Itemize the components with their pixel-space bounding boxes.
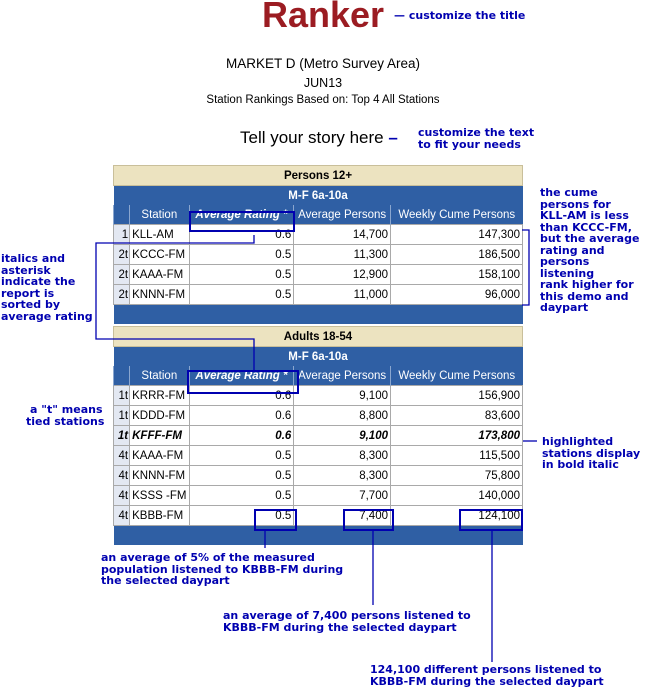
italics-connector (96, 235, 254, 370)
cume-cell: 156,900 (391, 386, 523, 406)
rating-cell: 0.6 (189, 225, 294, 245)
weekly-cume-header[interactable]: Weekly Cume Persons (391, 205, 523, 225)
average-persons-header[interactable]: Average Persons (294, 205, 391, 225)
rating-cell: 0.5 (189, 285, 294, 305)
station-cell: KBBB-FM (130, 506, 189, 526)
persons-cell: 8,300 (294, 466, 391, 486)
rating-cell: 0.5 (189, 265, 294, 285)
story-text: Tell your story here – (240, 128, 398, 147)
cume-annotation: the cume persons for KLL-AM is less than KCCC-FM, but the average rating and persons listening rank higher for this demo and daypart (540, 186, 640, 314)
rank-cell: 2t (114, 265, 130, 285)
cume-cell: 147,300 (391, 225, 523, 245)
station-cell: KCCC-FM (130, 245, 189, 265)
cume-bracket (522, 230, 529, 305)
rank-cell: 2t (114, 245, 130, 265)
station-cell: KSSS -FM (130, 486, 189, 506)
rank-cell: 4t (114, 486, 130, 506)
average-rating-header[interactable]: Average Rating * (189, 205, 294, 225)
average-rating-header[interactable]: Average Rating * (189, 366, 294, 386)
rank-cell: 2t (114, 285, 130, 305)
cume-cell: 75,800 (391, 466, 523, 486)
rating-cell: 0.5 (189, 486, 294, 506)
rating-cell: 0.5 (189, 466, 294, 486)
station-cell: KLL-AM (130, 225, 189, 245)
demo-title: Adults 18-54 (114, 327, 523, 347)
persons-cell: 11,000 (294, 285, 391, 305)
rating-cell: 0.6 (189, 406, 294, 426)
rank-cell: 1 (114, 225, 130, 245)
cume-cell: 173,800 (391, 426, 523, 446)
story-note: customize the text to fit your needs (418, 126, 535, 151)
rank-cell: 1t (114, 406, 130, 426)
station-cell: KFFF-FM (130, 426, 189, 446)
station-cell: KNNN-FM (130, 466, 189, 486)
rank-cell: 4t (114, 506, 130, 526)
persons-cell: 7,400 (294, 506, 391, 526)
cume-cell: 96,000 (391, 285, 523, 305)
persons-cell: 14,700 (294, 225, 391, 245)
demo-title: Persons 12+ (114, 166, 523, 186)
persons-cell: 7,700 (294, 486, 391, 506)
rank-cell: 4t (114, 466, 130, 486)
italics-annotation: italics and asterisk indicate the report is sorted by average rating (1, 252, 93, 323)
rating-cell: 0.6 (189, 386, 294, 406)
cume-cell: 83,600 (391, 406, 523, 426)
persons-cell: 8,300 (294, 446, 391, 466)
rating-annotation: an average of 5% of the measured population listened to KBBB-FM during the selected daypart (101, 551, 344, 587)
station-cell: KAAA-FM (130, 446, 189, 466)
rank-cell: 1t (114, 426, 130, 446)
rank-cell: 1t (114, 386, 130, 406)
station-cell: KAAA-FM (130, 265, 189, 285)
station-header[interactable]: Station (130, 205, 189, 225)
page-title: Ranker (261, 0, 385, 35)
weekly-cume-header[interactable]: Weekly Cume Persons (391, 366, 523, 386)
highlighted-annotation: highlighted stations display in bold italic (542, 435, 641, 471)
cume-cell: 115,500 (391, 446, 523, 466)
rank-cell: 4t (114, 446, 130, 466)
cume-cell: 158,100 (391, 265, 523, 285)
station-cell: KNNN-FM (130, 285, 189, 305)
cume-cell: 186,500 (391, 245, 523, 265)
persons-cell: 9,100 (294, 426, 391, 446)
daypart-title: M-F 6a-10a (114, 347, 523, 367)
daypart-title: M-F 6a-10a (114, 186, 523, 206)
station-cell: KDDD-FM (130, 406, 189, 426)
persons-cell: 11,300 (294, 245, 391, 265)
cume-count-annotation: 124,100 different persons listened to KBBB-FM during the selected daypart (370, 663, 604, 688)
cume-cell: 124,100 (391, 506, 523, 526)
persons-annotation: an average of 7,400 persons listened to KBBB-FM during the selected daypart (223, 609, 471, 634)
station-header[interactable]: Station (130, 366, 189, 386)
survey-period: JUN13 (303, 76, 343, 90)
title-note: — customize the title (394, 9, 526, 22)
tied-annotation: a "t" means tied stations (26, 403, 105, 428)
rating-cell: 0.5 (189, 245, 294, 265)
market-name: MARKET D (Metro Survey Area) (225, 56, 421, 71)
persons-cell: 8,800 (294, 406, 391, 426)
average-persons-header[interactable]: Average Persons (294, 366, 391, 386)
rating-cell: 0.5 (189, 446, 294, 466)
rating-cell: 0.5 (189, 506, 294, 526)
persons-cell: 9,100 (294, 386, 391, 406)
ranking-basis: Station Rankings Based on: Top 4 All Stations (206, 94, 440, 106)
persons-cell: 12,900 (294, 265, 391, 285)
rating-cell: 0.6 (189, 426, 294, 446)
cume-cell: 140,000 (391, 486, 523, 506)
station-cell: KRRR-FM (130, 386, 189, 406)
